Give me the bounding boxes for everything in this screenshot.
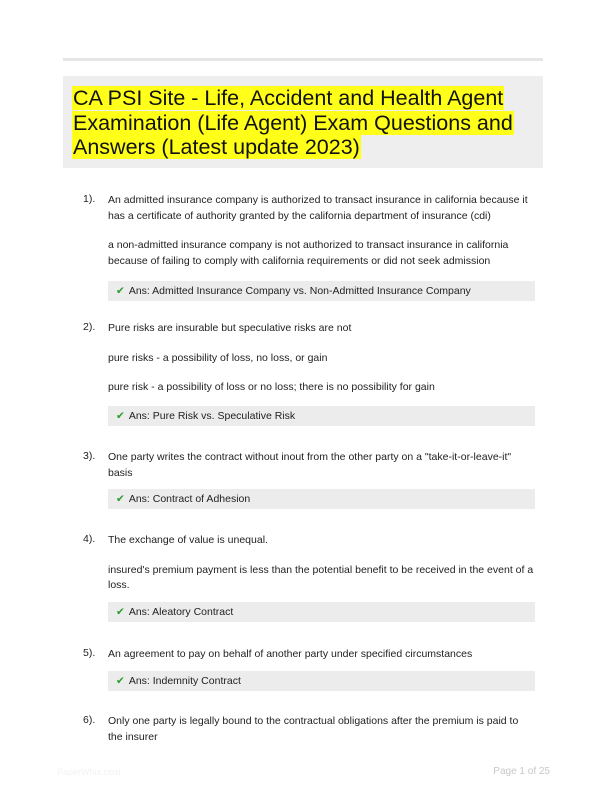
checkmark-icon: ✔: [116, 409, 125, 422]
top-divider: [63, 58, 543, 61]
answer-text: Ans: Pure Risk vs. Speculative Risk: [128, 409, 296, 422]
question-body: [108, 321, 535, 426]
question-number: 5).: [83, 647, 96, 659]
answer-box: [108, 489, 535, 509]
question-body: [108, 714, 535, 759]
question-number: 4).: [83, 533, 96, 545]
footer-watermark: PaperWhiz.com: [57, 767, 121, 777]
answer-text: Ans: Indemnity Contract: [128, 674, 241, 687]
title-box: [63, 76, 543, 168]
question-text: a non-admitted insurance company is not authorized to transact insurance in california because of failing to comply with california requirements or did not seek admission: [108, 239, 509, 267]
question-text: pure risk - a possibility of loss or no loss; there is no possibility for gain: [108, 381, 435, 393]
question-text: pure risks - a possibility of loss, no loss, or gain: [108, 351, 328, 364]
checkmark-icon: ✔: [116, 285, 125, 297]
question-number: 1).: [83, 193, 96, 205]
question-body: [108, 193, 535, 301]
question-text: The exchange of value is unequal.: [108, 534, 268, 546]
answer-box: [108, 281, 535, 301]
answer-box: [108, 406, 535, 426]
checkmark-icon: ✔: [116, 493, 125, 505]
answer-text: Ans: Contract of Adhesion: [128, 493, 251, 505]
question-body: [108, 647, 535, 691]
question-body: [108, 450, 535, 509]
page-title: [72, 86, 534, 160]
checkmark-icon: ✔: [116, 674, 125, 687]
page-title-highlight: CA PSI Site - Life, Accident and Health Agent Examination (Life Agent) Exam Questions and Answers (Latest update 2023): [73, 86, 513, 159]
question-number: 3).: [83, 450, 96, 462]
question-body: [108, 533, 535, 622]
question-number: 6).: [83, 714, 96, 726]
question-text: An agreement to pay on behalf of another party under specified circumstances: [108, 648, 473, 660]
answer-text: Ans: Aleatory Contract: [128, 605, 234, 618]
checkmark-icon: ✔: [116, 605, 125, 618]
answer-text: Ans: Admitted Insurance Company vs. Non-Admitted Insurance Company: [128, 285, 471, 297]
answer-box: [108, 671, 535, 691]
question-text: insured's premium payment is less than the potential benefit to be received in the event of a loss.: [108, 563, 534, 591]
question-text: Pure risks are insurable but speculative risks are not: [108, 322, 352, 334]
question-number: 2).: [83, 321, 96, 333]
page-number: Page 1 of 25: [493, 766, 550, 777]
question-text: An admitted insurance company is authorized to transact insurance in california because it has a certificate of authority granted by the california department of insurance (cdi): [108, 194, 528, 222]
question-text: Only one party is legally bound to the contractual obligations after the premium is paid to the insurer: [108, 715, 519, 743]
answer-box: [108, 602, 535, 622]
question-text: One party writes the contract without inout from the other party on a "take-it-or-leave-it" basis: [108, 451, 512, 479]
